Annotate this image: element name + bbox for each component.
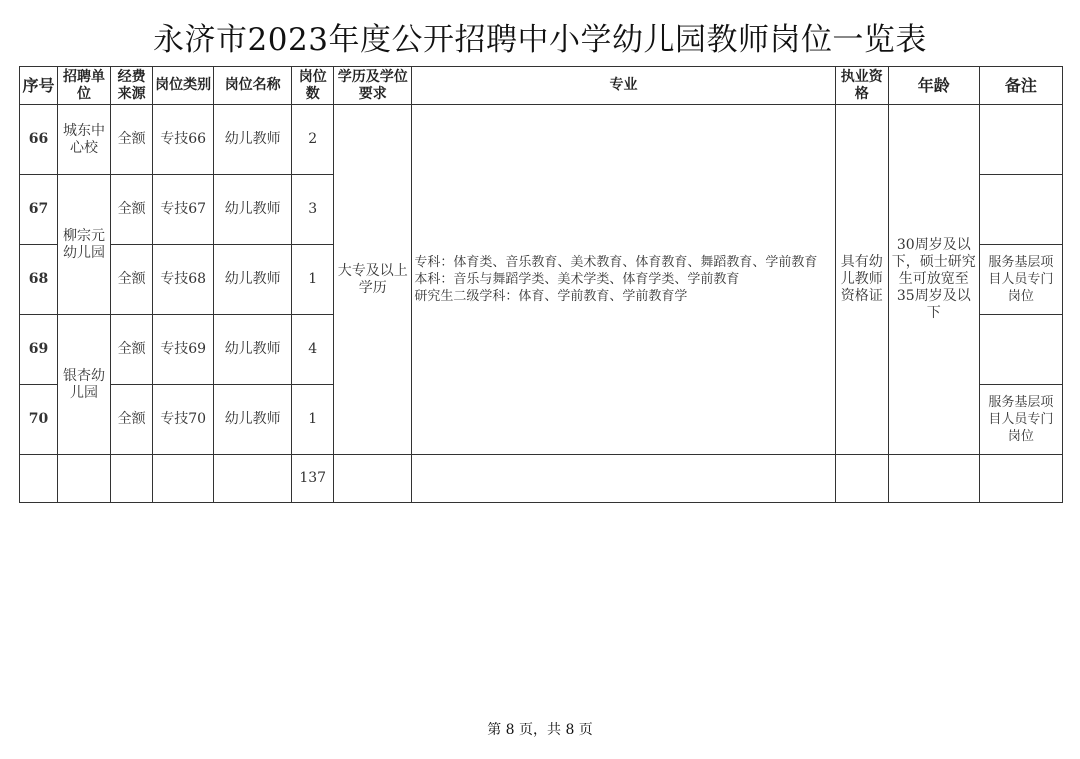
- remark-cell: [979, 315, 1062, 385]
- funding-cell: 全额: [111, 175, 153, 245]
- category-cell: 专技68: [153, 245, 214, 315]
- count-cell: 4: [292, 315, 334, 385]
- header-no: 序号: [20, 67, 58, 105]
- funding-cell: 全额: [111, 105, 153, 175]
- header-edu: 学历及学位要求: [334, 67, 412, 105]
- category-cell: 专技66: [153, 105, 214, 175]
- major-line: 研究生二级学科：体育、学前教育、学前教育学: [414, 289, 688, 304]
- remark-cell: [979, 105, 1062, 175]
- total-row: [20, 455, 1063, 503]
- unit-cell: 银杏幼儿园: [58, 315, 111, 455]
- position-name-cell: 幼儿教师: [214, 315, 292, 385]
- count-cell: 2: [292, 105, 334, 175]
- age-cell: 30周岁及以下，硕士研究生可放宽至35周岁及以下: [888, 105, 979, 455]
- row-no: 67: [20, 175, 58, 245]
- position-name-cell: 幼儿教师: [214, 105, 292, 175]
- count-cell: 3: [292, 175, 334, 245]
- page-footer: 第 8 页，共 8 页: [487, 722, 593, 738]
- funding-cell: 全额: [111, 385, 153, 455]
- total-count: 137: [292, 455, 334, 503]
- header-age: 年龄: [888, 67, 979, 105]
- header-remark: 备注: [979, 67, 1062, 105]
- remark-cell: 服务基层项目人员专门岗位: [979, 245, 1062, 315]
- major-cell: [412, 105, 835, 455]
- unit-cell: 城东中心校: [58, 105, 111, 175]
- header-name: 岗位名称: [214, 67, 292, 105]
- page-title: 永济市2023年度公开招聘中小学幼儿园教师岗位一览表: [153, 22, 927, 58]
- header-category: 岗位类别: [153, 67, 214, 105]
- remark-cell: [979, 175, 1062, 245]
- row-no: 68: [20, 245, 58, 315]
- header-license: 执业资格: [835, 67, 888, 105]
- major-line: 本科：音乐与舞蹈学类、美术学类、体育学类、学前教育: [414, 272, 740, 287]
- row-no: 70: [20, 385, 58, 455]
- header-funding: 经费来源: [111, 67, 153, 105]
- header-unit: 招聘单位: [58, 67, 111, 105]
- category-cell: 专技69: [153, 315, 214, 385]
- positions-table: [19, 66, 1063, 503]
- count-cell: 1: [292, 385, 334, 455]
- unit-cell: 柳宗元幼儿园: [58, 175, 111, 315]
- position-name-cell: 幼儿教师: [214, 245, 292, 315]
- count-cell: 1: [292, 245, 334, 315]
- header-count: 岗位数: [292, 67, 334, 105]
- row-no: 66: [20, 105, 58, 175]
- funding-cell: 全额: [111, 315, 153, 385]
- major-line: 专科：体育类、音乐教育、美术教育、体育教育、舞蹈教育、学前教育: [414, 255, 818, 270]
- funding-cell: 全额: [111, 245, 153, 315]
- remark-cell: 服务基层项目人员专门岗位: [979, 385, 1062, 455]
- position-name-cell: 幼儿教师: [214, 175, 292, 245]
- position-name-cell: 幼儿教师: [214, 385, 292, 455]
- row-no: 69: [20, 315, 58, 385]
- header-row: [20, 67, 1063, 105]
- edu-cell: 大专及以上学历: [334, 105, 412, 455]
- license-cell: 具有幼儿教师资格证: [835, 105, 888, 455]
- header-major: 专业: [412, 67, 835, 105]
- category-cell: 专技70: [153, 385, 214, 455]
- category-cell: 专技67: [153, 175, 214, 245]
- table-row: [20, 105, 1063, 175]
